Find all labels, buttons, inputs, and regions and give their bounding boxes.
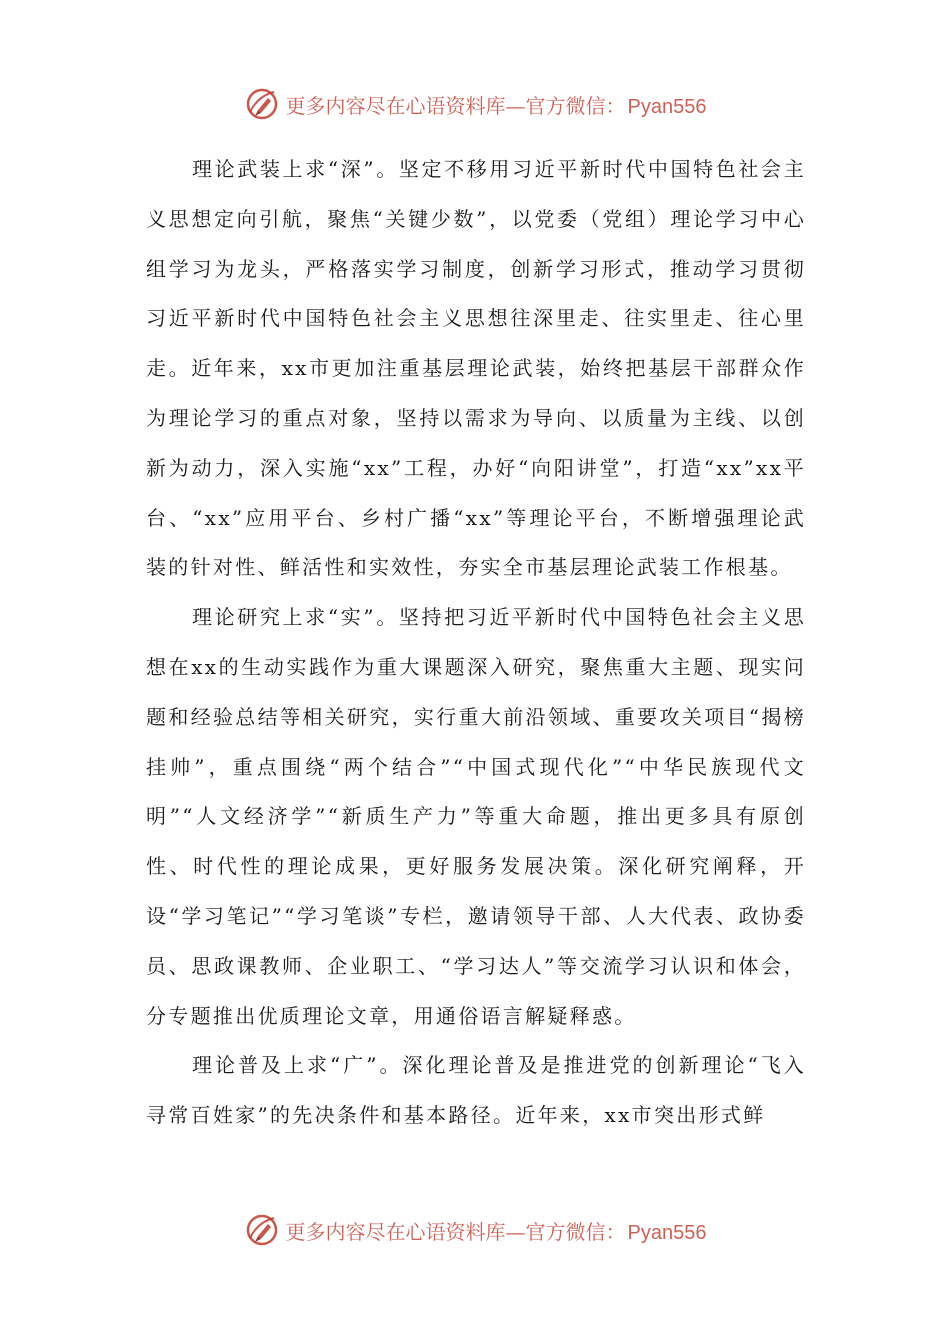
document-body (146, 145, 806, 1141)
paragraph-theory-popularization: 理论普及上求“广”。深化理论普及是推进党的创新理论“飞入寻常百姓家”的先决条件和基本路径。近年来，xx市突出形式鲜 (146, 1053, 806, 1128)
footer-banner-separator: — (505, 1219, 524, 1244)
footer-banner-label: 官方微信： (525, 1219, 626, 1244)
header-watermark-banner (0, 84, 950, 124)
paragraph-theory-research: 理论研究上求“实”。坚持把习近平新时代中国特色社会主义思想在xx的生动实践作为重大课题深入研究，聚焦重大主题、现实问题和经验总结等相关研究，实行重大前沿领域、重要攻关项目“揭榜挂帅”，重点围绕“两个结合”“中国式现代化”“中华民族现代文明”“人文经济学”“新质生产力”等重大命题，推出更多具有原创性、时代性的理论成果，更好服务发展决策。深化研究阐释，开设“学习笔记”“学习笔谈”专栏，邀请领导干部、人大代表、政协委员、思政课教师、企业职工、“学习达人”等交流学习认识和体会，分专题推出优质理论文章，用通俗语言解疑释惑。 (146, 605, 806, 1028)
footer-banner-wechat-id: Pyan556 (627, 1221, 707, 1244)
header-banner-title: 更多内容尽在心语资料库 (285, 93, 506, 118)
header-banner-label: 官方微信： (525, 93, 626, 118)
header-banner-separator: — (505, 93, 524, 118)
footer-banner-text (286, 1216, 707, 1245)
footer-watermark-banner (0, 1210, 950, 1250)
header-banner-wechat-id: Pyan556 (627, 95, 707, 118)
pen-nib-logo-icon (244, 86, 280, 122)
pen-nib-logo-icon (244, 1212, 280, 1248)
header-banner-text (286, 90, 707, 119)
footer-banner-title: 更多内容尽在心语资料库 (285, 1219, 506, 1244)
paragraph-theory-armament: 理论武装上求“深”。坚定不移用习近平新时代中国特色社会主义思想定向引航，聚焦“关键少数”，以党委（党组）理论学习中心组学习为龙头，严格落实学习制度，创新学习形式，推动学习贯彻习近平新时代中国特色社会主义思想往深里走、往实里走、往心里走。近年来，xx市更加注重基层理论武装，始终把基层干部群众作为理论学习的重点对象，坚持以需求为导向、以质量为主线、以创新为动力，深入实施“xx”工程，办好“向阳讲堂”，打造“xx”xx平台、“xx”应用平台、乡村广播“xx”等理论平台，不断增强理论武装的针对性、鲜活性和实效性，夯实全市基层理论武装工作根基。 (146, 157, 806, 580)
